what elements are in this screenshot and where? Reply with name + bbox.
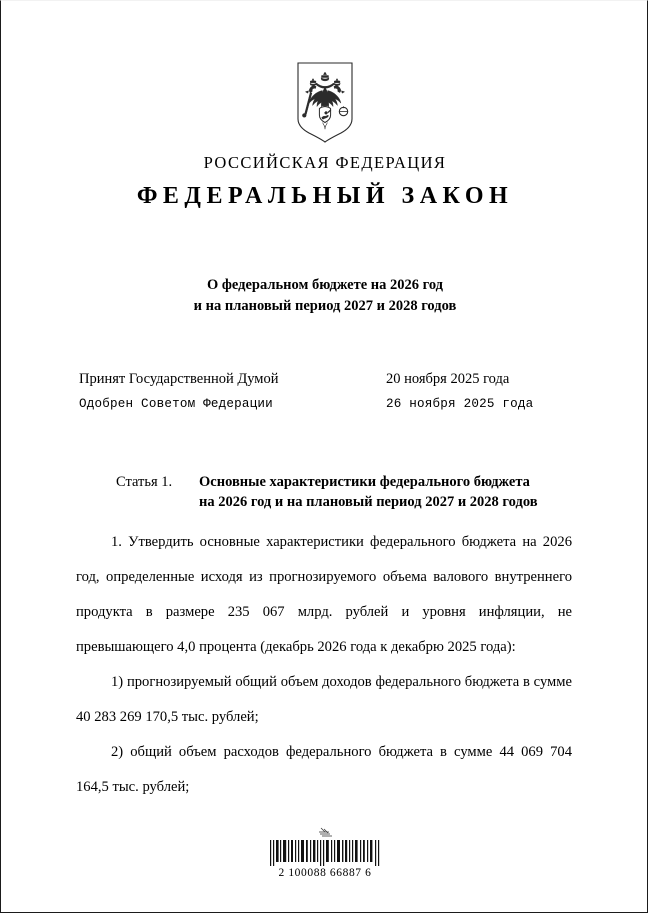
- barcode-icon: [268, 840, 382, 866]
- subtitle-line-1: О федеральном бюджете на 2026 год: [206, 277, 444, 293]
- article-title-line-2: на 2026 год и на плановый период 2027 и 2028 годов: [199, 494, 538, 510]
- emblem-container: [1, 61, 648, 143]
- stamp-mark-icon: [312, 827, 338, 839]
- subtitle-line-2: и на плановый период 2027 и 2028 годов: [193, 298, 457, 314]
- article-title-line-1: Основные характеристики федерального бюджета: [199, 474, 530, 490]
- article-number: Статья 1.: [116, 474, 173, 490]
- adoption-council-label: Одобрен Советом Федерации: [79, 397, 273, 411]
- barcode-digits: 2 100088 66887 6: [278, 867, 372, 879]
- article-heading: [116, 472, 576, 512]
- country-heading: РОССИЙСКАЯ ФЕДЕРАЦИЯ: [203, 153, 447, 172]
- adoption-duma-label: Принят Государственной Думой: [79, 371, 279, 387]
- article-title: [199, 472, 576, 512]
- russian-coat-of-arms-icon: [296, 61, 354, 143]
- paragraph-2: 1) прогнозируемый общий объем доходов федерального бюджета в сумме 40 283 269 170,5 тыс. рублей;: [76, 674, 572, 725]
- adoption-duma-date: 20 ноября 2025 года: [386, 371, 510, 387]
- paragraph-3: 2) общий объем расходов федерального бюджета в сумме 44 069 704 164,5 тыс. рублей;: [76, 744, 572, 795]
- adoption-duma-row: [79, 371, 579, 388]
- document-subtitle: [75, 275, 575, 317]
- article-body: [76, 525, 572, 805]
- barcode-block: [1, 827, 648, 879]
- adoption-council-date: 26 ноября 2025 года: [386, 397, 534, 411]
- adoption-council-row: [79, 397, 579, 411]
- paragraph-1: 1. Утвердить основные характеристики федерального бюджета на 2026 год, определенные исходя из прогнозируемого объема валового внутреннего продукта в размере 235 067 млрд. рублей и уровня инфляции, не превышающего 4,0 процента (декабрь 2026 года к декабрю 2025 года):: [76, 534, 572, 655]
- document-type-heading: ФЕДЕРАЛЬНЫЙ ЗАКОН: [136, 183, 514, 209]
